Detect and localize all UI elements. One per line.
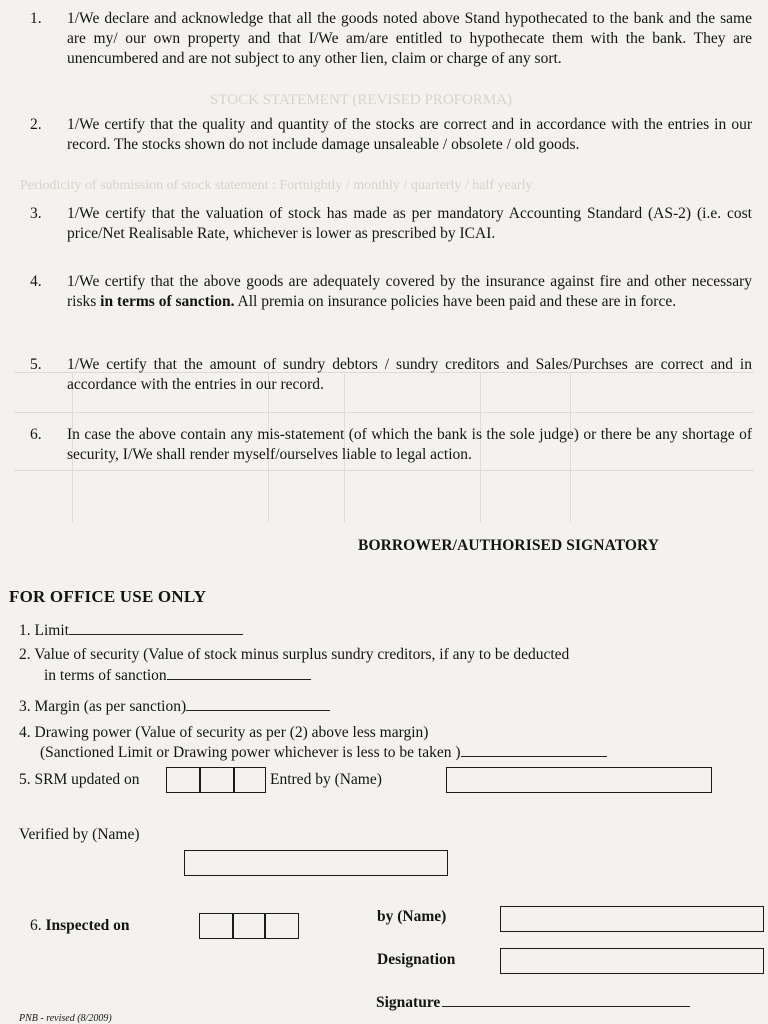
value-security-label-2: in terms of sanction [44, 667, 167, 684]
footer-revision: PNB - revised (8/2009) [19, 1013, 112, 1024]
drawing-power-label: 4. Drawing power (Value of security as per (2) above less margin) [19, 724, 429, 741]
declaration-item-4 [30, 272, 752, 312]
signature-label: Signature [376, 994, 441, 1011]
entred-by-label: Entred by (Name) [270, 771, 382, 788]
item-text [67, 272, 752, 312]
date-divider [232, 914, 234, 938]
verified-by-field[interactable] [184, 850, 448, 876]
drawing-power-field[interactable] [461, 743, 607, 757]
drawing-power-row [40, 743, 607, 763]
limit-label: 1. Limit [19, 622, 69, 639]
inspected-on-label: Inspected on [45, 917, 130, 934]
declaration-item-2 [30, 115, 752, 155]
verified-by-label: Verified by (Name) [19, 826, 140, 843]
signatory-label: BORROWER/AUTHORISED SIGNATORY [358, 537, 660, 554]
value-security-label: 2. Value of security (Value of stock minus surplus sundry creditors, if any to be deducted [19, 646, 570, 663]
inspected-date-boxes[interactable] [199, 913, 299, 939]
item-text-bold: in terms of sanction. [100, 293, 235, 310]
date-divider [233, 768, 235, 792]
date-divider [199, 768, 201, 792]
limit-row [19, 621, 243, 641]
srm-updated-label: 5. SRM updated on [19, 771, 140, 788]
item-text: 1/We certify that the amount of sundry debtors / sundry creditors and Sales/Purchses are correct and in accordance with the entries in our record. [67, 356, 752, 393]
by-name-field[interactable] [500, 906, 764, 932]
item-number: 5. [30, 356, 42, 373]
value-security-row [44, 666, 311, 686]
designation-field[interactable] [500, 948, 764, 974]
declaration-item-3 [30, 204, 752, 244]
item-number: 6. [30, 426, 42, 443]
margin-label: 3. Margin (as per sanction) [19, 698, 187, 715]
inspected-number: 6. [30, 917, 42, 934]
inspected-row [30, 916, 129, 936]
by-name-label: by (Name) [377, 908, 447, 925]
declaration-item-5 [30, 355, 752, 395]
designation-label: Designation [377, 951, 456, 968]
item-text-part: All premia on insurance policies have been paid and these are in force. [234, 293, 677, 310]
drawing-power-label-2: (Sanctioned Limit or Drawing power whichever is less to be taken ) [40, 744, 461, 761]
value-security-field[interactable] [167, 666, 311, 680]
srm-date-boxes[interactable] [166, 767, 266, 793]
declaration-item-6 [30, 425, 752, 465]
item-text: 1/We certify that the quality and quantity of the stocks are correct and in accordance with the entries in our record. The stocks shown do not include damage unsaleable / obsolete / old goods. [67, 116, 752, 153]
item-text: In case the above contain any mis-statement (of which the bank is the sole judge) or there be any shortage of security, I/We shall render myself/ourselves liable to legal action. [67, 426, 752, 463]
date-divider [264, 914, 266, 938]
item-text-part: 1/We certify that the above goods are adequately covered by the insurance against fire and other necessary risks [67, 273, 752, 310]
signature-field[interactable] [442, 993, 690, 1007]
margin-field[interactable] [186, 697, 330, 711]
declaration-item-1 [30, 9, 752, 69]
item-number: 3. [30, 205, 42, 222]
item-text: 1/We declare and acknowledge that all the goods noted above Stand hypothecated to the bank and the same are my/ our own property and that I/We am/are entitled to hypothecate them with the bank. They are unencumbered and are not subject to any other lien, claim or charge of any sort. [67, 10, 752, 67]
item-number: 1. [30, 10, 42, 27]
item-number: 4. [30, 273, 42, 290]
signature-row [376, 993, 690, 1013]
entred-by-field[interactable] [446, 767, 712, 793]
form-page: STOCK STATEMENT (REVISED PROFORMA) Periodicity of submission of stock statement : Fortnightly / monthly / quarterly / half yearly 1. 1/We declare and acknowledge that all the goods noted above Stand hypothecated to the bank and the same are my/ our own property and that I/We am/are entitled to hypothecate them with the bank. They are unencumbered and are not subject to any other lien, claim or charge of any sort. 2. 1/We certify that the quality and quantity of the stocks are correct and in accordance with the entries in our record. The stocks shown do not include damage unsaleable / obsolete / old goods. 3. 1/We certify that the valuation of stock has made as per mandatory Accounting Standard (AS-2) (i.e. cost price/Net Realisable Rate, whichever is lower as prescribed by ICAI. 4. 1/We certify that the above goods are adequately covered by the insurance against fire and other necessary risks in terms of sanction. All premia on insurance policies have been paid and these are in force. 5. 1/We certify that the amount of sundry debtors / sundry creditors and Sales/Purchses are correct and in accordance with the entries in our record. 6. In case the above contain any mis-statement (of which the bank is the sole judge) or there be any shortage of security, I/We shall render myself/ourselves liable to legal action. BORROWER/AUTHORISED SIGNATORY FOR OFFICE USE ONLY 1. Limit 2. Value of security (Value of stock minus surplus sundry creditors, if any to be deducted in terms of sanction 3. Margin (as per sanction) 4. Drawing power (Value of security as per (2) above less margin) (Sanctioned Limit or Drawing power whichever is less to be taken ) 5. SRM updated on Entred by (Name) Verified by (Name) 6. Inspected on by (Name) Designation Signature PNB - revised (8/2009) [0, 0, 768, 1024]
item-text: 1/We certify that the valuation of stock has made as per mandatory Accounting Standard (AS-2) (i.e. cost price/Net Realisable Rate, whichever is lower as prescribed by ICAI. [67, 205, 752, 242]
office-use-title: FOR OFFICE USE ONLY [9, 587, 207, 606]
item-number: 2. [30, 116, 42, 133]
margin-row [19, 697, 330, 717]
limit-field[interactable] [69, 621, 243, 635]
